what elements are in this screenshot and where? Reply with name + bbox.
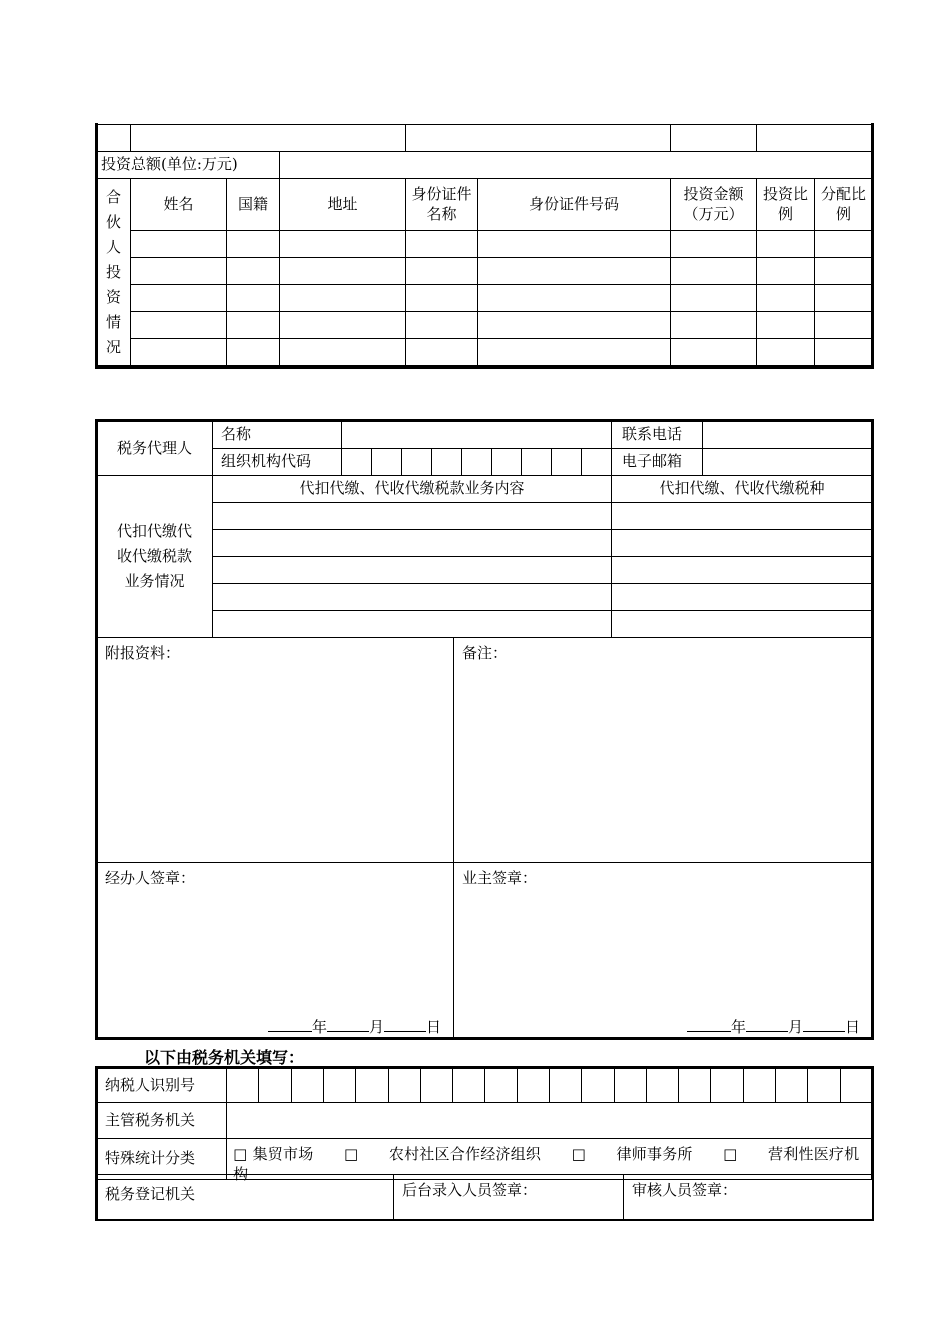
id-digit[interactable] bbox=[485, 1069, 517, 1103]
org-code-digit[interactable] bbox=[432, 449, 462, 476]
org-code-digit[interactable] bbox=[402, 449, 432, 476]
cell[interactable] bbox=[815, 339, 873, 366]
cell[interactable] bbox=[612, 584, 873, 611]
blank-cell[interactable] bbox=[757, 125, 873, 152]
total-investment-label: 投资总额(单位:万元) bbox=[97, 152, 280, 179]
header-distribution: 分配比例 bbox=[815, 179, 873, 231]
id-digit[interactable] bbox=[517, 1069, 549, 1103]
table-row bbox=[97, 285, 873, 312]
header-id-type: 身份证件名称 bbox=[406, 179, 478, 231]
id-digit[interactable] bbox=[679, 1069, 711, 1103]
table-row bbox=[97, 258, 873, 285]
phone-field[interactable] bbox=[703, 422, 873, 449]
remarks-area[interactable] bbox=[454, 638, 873, 863]
handler-date[interactable] bbox=[268, 1016, 441, 1037]
id-digit[interactable] bbox=[291, 1069, 323, 1103]
cell[interactable] bbox=[478, 258, 671, 285]
cell[interactable] bbox=[612, 530, 873, 557]
blank-cell[interactable] bbox=[97, 125, 131, 152]
org-code-digit[interactable] bbox=[372, 449, 402, 476]
table-row bbox=[97, 503, 873, 530]
table-row bbox=[97, 557, 873, 584]
cell[interactable] bbox=[280, 258, 406, 285]
cell[interactable] bbox=[213, 503, 612, 530]
cell[interactable] bbox=[757, 231, 815, 258]
cell[interactable] bbox=[757, 339, 815, 366]
agent-name-label: 名称 bbox=[213, 422, 342, 449]
cell[interactable] bbox=[131, 231, 227, 258]
investment-table bbox=[96, 124, 873, 366]
blank-cell[interactable] bbox=[131, 125, 406, 152]
attachments-area[interactable] bbox=[97, 638, 454, 863]
day-label: 日 bbox=[845, 1018, 861, 1036]
header-name: 姓名 bbox=[131, 179, 227, 231]
cell[interactable] bbox=[227, 258, 280, 285]
cell[interactable] bbox=[280, 312, 406, 339]
sign-table bbox=[96, 637, 873, 1039]
id-digit[interactable] bbox=[259, 1069, 291, 1103]
tax-sign-table bbox=[96, 1174, 873, 1220]
agent-name-field[interactable] bbox=[342, 422, 612, 449]
cell[interactable] bbox=[280, 285, 406, 312]
day-label: 日 bbox=[426, 1018, 442, 1036]
cell[interactable] bbox=[478, 312, 671, 339]
id-digit[interactable] bbox=[420, 1069, 452, 1103]
id-digit[interactable] bbox=[646, 1069, 678, 1103]
table-row bbox=[97, 611, 873, 638]
cell[interactable] bbox=[406, 312, 478, 339]
cell[interactable] bbox=[815, 258, 873, 285]
org-code-digit[interactable] bbox=[342, 449, 372, 476]
id-digit[interactable] bbox=[808, 1069, 840, 1103]
blank-cell[interactable] bbox=[671, 125, 757, 152]
cell[interactable] bbox=[213, 584, 612, 611]
special-label: 特殊统计分类 bbox=[97, 1139, 227, 1180]
table-row bbox=[97, 312, 873, 339]
withholding-tax-header: 代扣代缴、代收代缴税种 bbox=[612, 476, 873, 503]
cell[interactable] bbox=[671, 312, 757, 339]
cell[interactable] bbox=[131, 258, 227, 285]
email-field[interactable] bbox=[703, 449, 873, 476]
agent-table bbox=[96, 421, 873, 638]
cell[interactable] bbox=[478, 231, 671, 258]
org-code-label: 组织机构代码 bbox=[213, 449, 342, 476]
tax-section-heading: 以下由税务机关填写： bbox=[144, 1048, 305, 1067]
org-code-digit[interactable] bbox=[522, 449, 552, 476]
total-investment-value[interactable] bbox=[280, 152, 873, 179]
owner-sign-label: 业主签章： bbox=[462, 869, 538, 887]
cell[interactable] bbox=[612, 503, 873, 530]
cell[interactable] bbox=[131, 339, 227, 366]
cell[interactable] bbox=[131, 312, 227, 339]
cell[interactable] bbox=[227, 285, 280, 312]
cell[interactable] bbox=[671, 258, 757, 285]
withholding-label: 代扣代缴代收代缴税款业务情况 bbox=[97, 476, 213, 638]
cell[interactable] bbox=[478, 339, 671, 366]
header-nationality: 国籍 bbox=[227, 179, 280, 231]
remarks-label: 备注： bbox=[462, 644, 508, 662]
owner-sign-area[interactable] bbox=[454, 863, 873, 1039]
authority-label: 主管税务机关 bbox=[97, 1103, 227, 1139]
cell[interactable] bbox=[757, 258, 815, 285]
cell[interactable] bbox=[213, 557, 612, 584]
cell[interactable] bbox=[227, 231, 280, 258]
org-code-digit[interactable] bbox=[462, 449, 492, 476]
taxpayer-id-label: 纳税人识别号 bbox=[97, 1069, 227, 1103]
id-digit[interactable] bbox=[711, 1069, 743, 1103]
tax-authority-table bbox=[96, 1068, 872, 1183]
id-digit[interactable] bbox=[614, 1069, 646, 1103]
special-options-text: □ 集贸市场 □ 农村社区合作经济组织 □ 律师事务所 □ 营利性医疗机构 bbox=[233, 1145, 860, 1183]
email-label: 电子邮箱 bbox=[612, 449, 703, 476]
id-digit[interactable] bbox=[388, 1069, 420, 1103]
header-ratio: 投资比例 bbox=[757, 179, 815, 231]
cell[interactable] bbox=[612, 611, 873, 638]
cell[interactable] bbox=[671, 339, 757, 366]
org-code-digit[interactable] bbox=[492, 449, 522, 476]
handler-sign-area[interactable] bbox=[97, 863, 454, 1039]
review-sign-area[interactable] bbox=[624, 1175, 873, 1220]
header-id-number: 身份证件号码 bbox=[478, 179, 671, 231]
cell[interactable] bbox=[757, 285, 815, 312]
entry-sign-area[interactable] bbox=[394, 1175, 624, 1220]
table-row bbox=[97, 231, 873, 258]
id-digit[interactable] bbox=[743, 1069, 775, 1103]
org-code-digit[interactable] bbox=[552, 449, 582, 476]
year-label: 年 bbox=[731, 1018, 747, 1036]
cell[interactable] bbox=[213, 530, 612, 557]
tax-agent-label: 税务代理人 bbox=[97, 422, 213, 476]
partner-investment-side-label: 合 伙 人 投 资 情 况 bbox=[97, 179, 131, 366]
cell[interactable] bbox=[757, 312, 815, 339]
phone-label: 联系电话 bbox=[612, 422, 703, 449]
table-row bbox=[97, 584, 873, 611]
cell[interactable] bbox=[280, 231, 406, 258]
cell[interactable] bbox=[612, 557, 873, 584]
cell[interactable] bbox=[406, 258, 478, 285]
attachments-label: 附报资料： bbox=[105, 644, 181, 662]
table-row bbox=[97, 530, 873, 557]
handler-sign-label: 经办人签章： bbox=[105, 869, 196, 887]
cell[interactable] bbox=[671, 285, 757, 312]
table-row bbox=[97, 339, 873, 366]
header-amount: 投资金额（万元） bbox=[671, 179, 757, 231]
id-digit[interactable] bbox=[549, 1069, 581, 1103]
registration-authority[interactable] bbox=[97, 1175, 394, 1220]
id-digit[interactable] bbox=[324, 1069, 356, 1103]
id-digit[interactable] bbox=[227, 1069, 259, 1103]
cell[interactable] bbox=[227, 339, 280, 366]
cell[interactable] bbox=[280, 339, 406, 366]
cell[interactable] bbox=[671, 231, 757, 258]
review-sign-label: 审核人员签章： bbox=[632, 1181, 738, 1199]
id-digit[interactable] bbox=[775, 1069, 807, 1103]
owner-date[interactable] bbox=[687, 1016, 860, 1037]
registration-label: 税务登记机关 bbox=[105, 1185, 196, 1203]
blank-cell[interactable] bbox=[406, 125, 671, 152]
org-code-digit[interactable] bbox=[582, 449, 612, 476]
header-address: 地址 bbox=[280, 179, 406, 231]
withholding-content-header: 代扣代缴、代收代缴税款业务内容 bbox=[213, 476, 612, 503]
entry-sign-label: 后台录入人员签章： bbox=[402, 1181, 538, 1199]
cell[interactable] bbox=[815, 285, 873, 312]
month-label: 月 bbox=[369, 1018, 385, 1036]
cell[interactable] bbox=[815, 312, 873, 339]
cell[interactable] bbox=[406, 231, 478, 258]
id-digit[interactable] bbox=[356, 1069, 388, 1103]
cell[interactable] bbox=[478, 285, 671, 312]
cell[interactable] bbox=[815, 231, 873, 258]
cell[interactable] bbox=[213, 611, 612, 638]
cell[interactable] bbox=[131, 285, 227, 312]
cell[interactable] bbox=[406, 285, 478, 312]
cell[interactable] bbox=[227, 312, 280, 339]
authority-field[interactable] bbox=[227, 1103, 872, 1139]
month-label: 月 bbox=[788, 1018, 804, 1036]
year-label: 年 bbox=[312, 1018, 328, 1036]
id-digit[interactable] bbox=[453, 1069, 485, 1103]
id-digit[interactable] bbox=[840, 1069, 871, 1103]
id-digit[interactable] bbox=[582, 1069, 614, 1103]
cell[interactable] bbox=[406, 339, 478, 366]
